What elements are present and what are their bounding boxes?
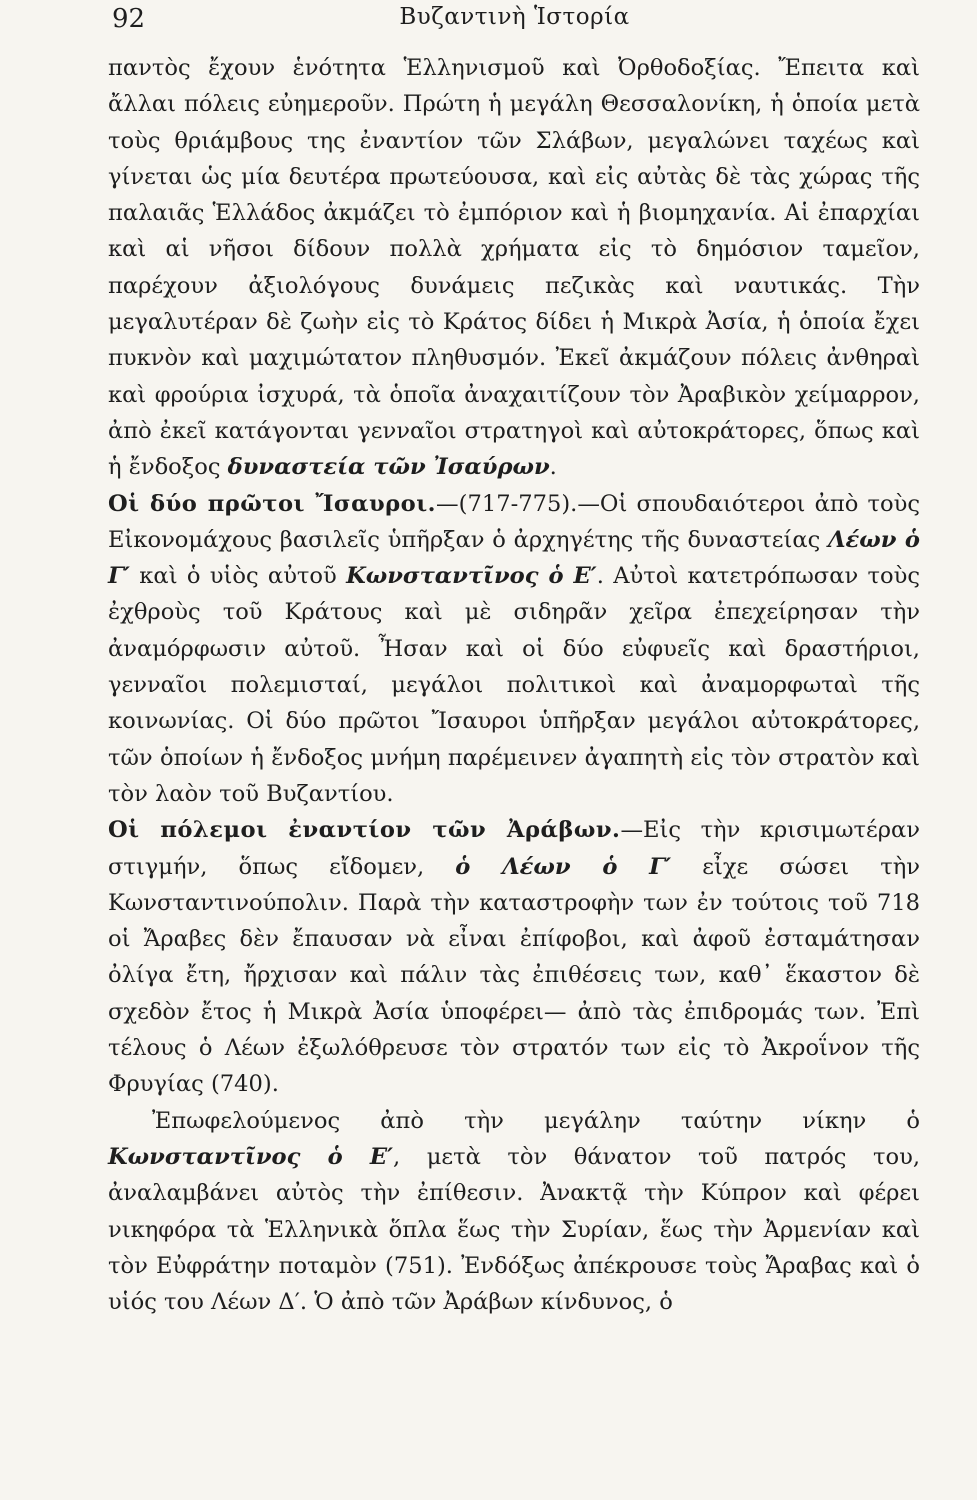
section-heading: Οἱ δύο πρῶτοι Ἴσαυροι. (108, 490, 437, 517)
paragraph-text: —Εἰς τὴν κρισιμωτέραν στιγμήν, ὅπως εἴδομεν, (108, 817, 920, 880)
paragraph-text: καὶ ὁ υἱὸς αὐτοῦ (130, 563, 347, 590)
body-text (108, 50, 920, 1320)
paragraph-text: Ἐπωφελούμενος ἀπὸ τὴν μεγάλην ταύτην νίκην ὁ (152, 1107, 920, 1134)
running-title: Βυζαντινὴ Ἱστορία (399, 4, 630, 30)
emphasis-text: ὁ Λέων ὁ Γ′ (455, 853, 672, 880)
paragraph-text: —(717-775).—Οἱ σπουδαιότεροι ἀπὸ τοὺς Εἰκονομάχους βασιλεῖς ὑπῆρξαν ὁ ἀρχηγέτης τῆς δυναστείας (108, 490, 920, 553)
emphasis-text: Κωνσταντῖνος ὁ Ε′ (346, 563, 597, 590)
paragraph (108, 1103, 920, 1321)
page-number: 92 (112, 4, 146, 34)
section-heading: Οἱ πόλεμοι ἐναντίον τῶν Ἀράβων. (108, 817, 621, 844)
page-header (112, 4, 917, 38)
paragraph-text: παντὸς ἔχουν ἑνότητα Ἑλληνισμοῦ καὶ Ὀρθοδοξίας. Ἔπειτα καὶ ἄλλαι πόλεις εὐημεροῦν. Πρώτη ἡ μεγάλη Θεσσαλονίκη, ἡ ὁποία μετὰ τοὺς θριάμβους της ἐναντίον τῶν Σλάβων, μεγαλώνει ταχέως καὶ γίνεται ὡς μία δευτέρα πρωτεύουσα, καὶ εἰς αὐτὰς δὲ τὰς χώρας τῆς παλαιᾶς Ἑλλάδος ἀκμάζει τὸ ἐμπόριον καὶ ἡ βιομηχανία. Αἱ ἐπαρχίαι καὶ αἱ νῆσοι δίδουν πολλὰ χρήματα εἰς τὸ δημόσιον ταμεῖον, παρέχουν ἀξιολόγους δυνάμεις πεζικὰς καὶ ναυτικάς. Τὴν μεγαλυτέραν δὲ ζωὴν εἰς τὸ Κράτος δίδει ἡ Μικρὰ Ἀσία, ἡ ὁποία ἔχει πυκνὸν καὶ μαχιμώτατον πληθυσμόν. Ἐκεῖ ἀκμάζουν πόλεις ἀνθηραὶ καὶ φρούρια ἰσχυρά, τὰ ὁποῖα ἀναχαιτίζουν τὸν Ἀραβικὸν χείμαρρον, ἀπὸ ἐκεῖ κατάγονται γενναῖοι στρατηγοὶ καὶ αὐτοκράτορες, ὅπως καὶ ἡ ἔνδοξος (108, 55, 920, 481)
emphasis-text: Λέων ὁ Γ′ (108, 526, 920, 590)
paragraph (108, 812, 920, 1102)
paragraph (108, 486, 920, 813)
paragraph-text: , μετὰ τὸν θάνατον τοῦ πατρός του, ἀναλαμβάνει αὐτὸς τὴν ἐπίθεσιν. Ἀνακτᾷ τὴν Κύπρον καὶ φέρει νικηφόρα τὰ Ἑλληνικὰ ὅπλα ἕως τὴν Συρίαν, ἕως τὴν Ἀρμενίαν καὶ τὸν Εὐφράτην ποταμὸν (751). Ἐνδόξως ἀπέκρουσε τοὺς Ἄραβας καὶ ὁ υἱός του Λέων Δ′. Ὁ ἀπὸ τῶν Ἀράβων κίνδυνος, ὁ (108, 1143, 920, 1316)
paragraph-text: . (549, 454, 557, 481)
emphasis-text: Κωνσταντῖνος ὁ Ε′ (108, 1143, 394, 1170)
paragraph (108, 50, 920, 486)
paragraph-text: . Αὐτοὶ κατετρόπωσαν τοὺς ἐχθροὺς τοῦ Κράτους καὶ μὲ σιδηρᾶν χεῖρα ἐπεχείρησαν τὴν ἀναμόρφωσιν αὐτοῦ. Ἦσαν καὶ οἱ δύο εὐφυεῖς καὶ δραστήριοι, γενναῖοι πολεμισταί, μεγάλοι πολιτικοὶ καὶ ἀναμορφωταὶ τῆς κοινωνίας. Οἱ δύο πρῶτοι Ἴσαυροι ὑπῆρξαν μεγάλοι αὐτοκράτορες, τῶν ὁποίων ἡ ἔνδοξος μνήμη παρέμεινεν ἀγαπητὴ εἰς τὸν στρατὸν καὶ τὸν λαὸν τοῦ Βυζαντίου. (108, 563, 920, 807)
emphasis-text: δυναστεία τῶν Ἰσαύρων (227, 454, 550, 481)
paragraph-text: εἶχε σώσει τὴν Κωνσταντινούπολιν. Παρὰ τὴν καταστροφὴν των ἐν τούτοις τοῦ 718 οἱ Ἄραβες δὲν ἔπαυσαν νὰ εἶναι ἐπίφοβοι, καὶ ἀφοῦ ἐσταμάτησαν ὀλίγα ἔτη, ἤρχισαν καὶ πάλιν τὰς ἐπιθέσεις των, καθ᾽ ἕκαστον δὲ σχεδὸν ἔτος ἡ Μικρὰ Ἀσία ὑποφέρει— ἀπὸ τὰς ἐπιδρομάς των. Ἐπὶ τέλους ὁ Λέων ἐξωλόθρευσε τὸν στρατόν των εἰς τὸ Ἀκροΐνον τῆς Φρυγίας (740). (108, 853, 920, 1098)
